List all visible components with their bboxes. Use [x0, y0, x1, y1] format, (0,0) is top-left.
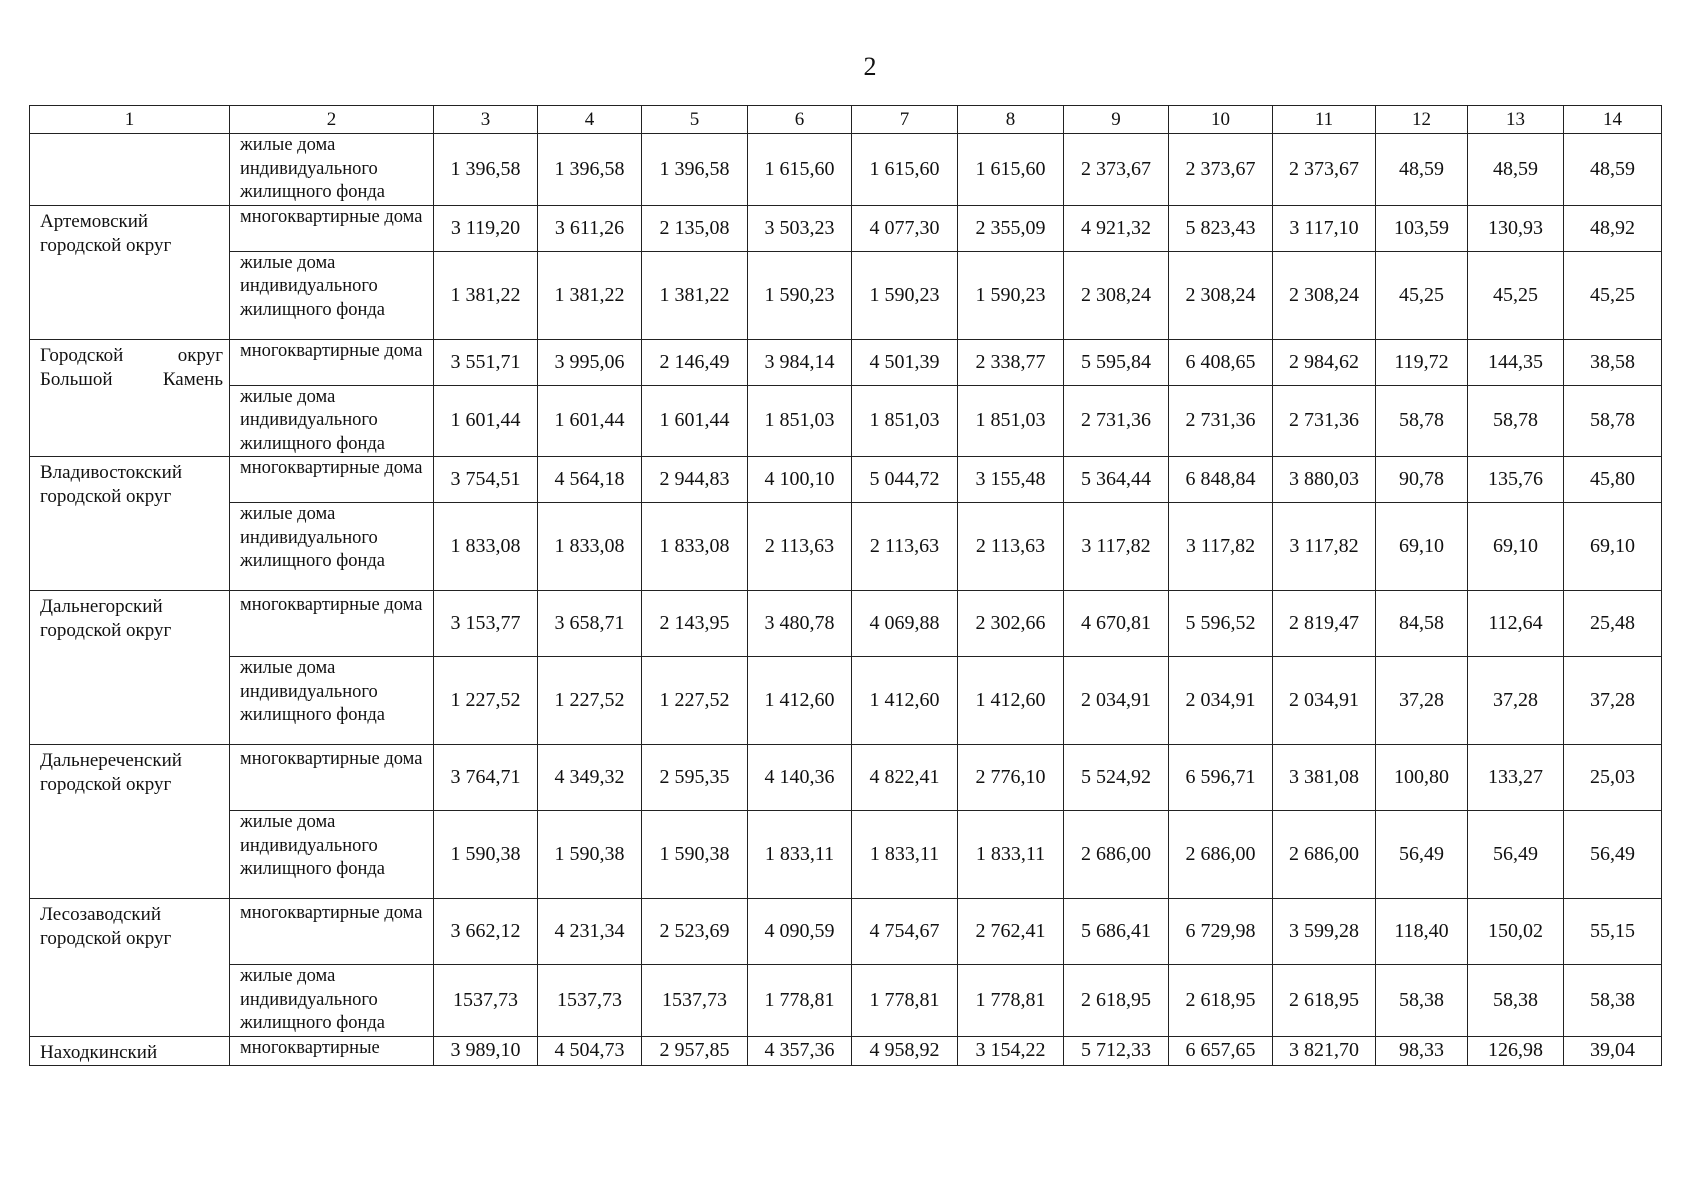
value-cell-col-5: 1 833,08: [642, 503, 748, 591]
value-cell-col-5: 2 143,95: [642, 591, 748, 657]
value-cell-col-4: 1 396,58: [538, 134, 642, 206]
value-cell-col-8: 1 833,11: [958, 811, 1064, 899]
value-cell-col-3: 1537,73: [434, 965, 538, 1037]
housing-type-apartment: [230, 457, 434, 503]
table-row: [30, 811, 1662, 899]
housing-type-label: многоквартирные дома: [240, 340, 423, 361]
value-cell-col-12: 58,38: [1376, 965, 1468, 1037]
column-header-2: 2: [230, 106, 434, 134]
value-cell-col-5: 1 396,58: [642, 134, 748, 206]
value-cell-col-12: 45,25: [1376, 251, 1468, 339]
table-row: [30, 591, 1662, 657]
value-cell-col-3: 3 989,10: [434, 1036, 538, 1065]
value-cell-col-13: 69,10: [1468, 503, 1564, 591]
value-cell-col-11: 3 117,10: [1273, 205, 1376, 251]
housing-type-line: жилищного фонда: [240, 859, 385, 879]
housing-type-line: жилые дома: [240, 812, 336, 832]
value-cell-col-11: 2 984,62: [1273, 339, 1376, 385]
value-cell-col-13: 144,35: [1468, 339, 1564, 385]
value-cell-col-14: 55,15: [1564, 899, 1662, 965]
value-cell-col-14: 45,25: [1564, 251, 1662, 339]
value-cell-col-5: 1 601,44: [642, 385, 748, 457]
value-cell-col-13: 58,38: [1468, 965, 1564, 1037]
value-cell-col-12: 56,49: [1376, 811, 1468, 899]
housing-type-line: жилые дома: [240, 504, 336, 524]
value-cell-col-4: 1 601,44: [538, 385, 642, 457]
value-cell-col-4: 1 590,38: [538, 811, 642, 899]
value-cell-col-8: 1 778,81: [958, 965, 1064, 1037]
value-cell-col-3: 1 601,44: [434, 385, 538, 457]
value-cell-col-14: 25,03: [1564, 745, 1662, 811]
value-cell-col-6: 1 412,60: [748, 657, 852, 745]
value-cell-col-12: 84,58: [1376, 591, 1468, 657]
housing-type-line: жилые дома: [240, 386, 336, 407]
district-name: Городской округ Большой Камень: [30, 339, 230, 457]
housing-type-label: многоквартирные дома: [240, 749, 423, 769]
value-cell-col-3: 3 662,12: [434, 899, 538, 965]
district-name: Артемовский городской округ: [30, 205, 230, 339]
value-cell-col-8: 2 338,77: [958, 339, 1064, 385]
value-cell-col-6: 4 100,10: [748, 457, 852, 503]
housing-type-apartment: [230, 1036, 434, 1065]
value-cell-col-12: 90,78: [1376, 457, 1468, 503]
value-cell-col-14: 25,48: [1564, 591, 1662, 657]
value-cell-col-8: 1 851,03: [958, 385, 1064, 457]
column-header-3: 3: [434, 106, 538, 134]
value-cell-col-6: 1 833,11: [748, 811, 852, 899]
table-row: [30, 457, 1662, 503]
value-cell-col-11: 2 618,95: [1273, 965, 1376, 1037]
value-cell-col-13: 56,49: [1468, 811, 1564, 899]
housing-type-individual: [230, 385, 434, 457]
value-cell-col-7: 2 113,63: [852, 503, 958, 591]
value-cell-col-3: 3 764,71: [434, 745, 538, 811]
value-cell-col-6: 1 590,23: [748, 251, 852, 339]
value-cell-col-8: 3 154,22: [958, 1036, 1064, 1065]
column-header-10: 10: [1169, 106, 1273, 134]
value-cell-col-4: 3 611,26: [538, 205, 642, 251]
housing-type-apartment: [230, 339, 434, 385]
value-cell-col-7: 4 501,39: [852, 339, 958, 385]
value-cell-col-5: 1 227,52: [642, 657, 748, 745]
column-header-11: 11: [1273, 106, 1376, 134]
value-cell-col-13: 112,64: [1468, 591, 1564, 657]
housing-type-line: жилищного фонда: [240, 433, 385, 454]
value-cell-col-11: 3 599,28: [1273, 899, 1376, 965]
value-cell-col-12: 37,28: [1376, 657, 1468, 745]
value-cell-col-7: 1 778,81: [852, 965, 958, 1037]
table-row: [30, 503, 1662, 591]
value-cell-col-9: 2 308,24: [1064, 251, 1169, 339]
value-cell-col-4: 4 504,73: [538, 1036, 642, 1065]
housing-type-line: жилые дома: [240, 658, 336, 678]
value-cell-col-4: 1 833,08: [538, 503, 642, 591]
housing-type-line: индивидуального: [240, 989, 378, 1010]
housing-type-line: жилищного фонда: [240, 299, 385, 320]
value-cell-col-14: 58,38: [1564, 965, 1662, 1037]
value-cell-col-9: 5 712,33: [1064, 1036, 1169, 1065]
value-cell-col-6: 3 984,14: [748, 339, 852, 385]
table-row: [30, 899, 1662, 965]
value-cell-col-5: 1537,73: [642, 965, 748, 1037]
value-cell-col-11: 2 731,36: [1273, 385, 1376, 457]
housing-type-apartment: [230, 745, 434, 811]
value-cell-col-8: 2 302,66: [958, 591, 1064, 657]
value-cell-col-8: 1 590,23: [958, 251, 1064, 339]
housing-type-apartment: [230, 205, 434, 251]
housing-type-line: индивидуального: [240, 527, 378, 548]
value-cell-col-7: 1 833,11: [852, 811, 958, 899]
housing-type-line: индивидуального: [240, 158, 378, 179]
value-cell-col-9: 2 686,00: [1064, 811, 1169, 899]
value-cell-col-6: 3 480,78: [748, 591, 852, 657]
value-cell-col-8: 1 412,60: [958, 657, 1064, 745]
housing-type-label: многоквартирные дома: [240, 903, 423, 923]
housing-type-label: многоквартирные дома: [240, 458, 423, 478]
value-cell-col-3: 1 833,08: [434, 503, 538, 591]
value-cell-col-10: 5 596,52: [1169, 591, 1273, 657]
value-cell-col-13: 58,78: [1468, 385, 1564, 457]
value-cell-col-7: 5 044,72: [852, 457, 958, 503]
value-cell-col-10: 2 034,91: [1169, 657, 1273, 745]
value-cell-col-10: 3 117,82: [1169, 503, 1273, 591]
value-cell-col-10: 2 686,00: [1169, 811, 1273, 899]
value-cell-col-14: 69,10: [1564, 503, 1662, 591]
housing-type-label: многоквартирные дома: [240, 595, 423, 615]
column-header-8: 8: [958, 106, 1064, 134]
housing-type-individual: [230, 134, 434, 206]
value-cell-col-7: 1 851,03: [852, 385, 958, 457]
value-cell-col-14: 58,78: [1564, 385, 1662, 457]
value-cell-col-11: 3 381,08: [1273, 745, 1376, 811]
value-cell-col-3: 1 396,58: [434, 134, 538, 206]
value-cell-col-13: 150,02: [1468, 899, 1564, 965]
value-cell-col-13: 135,76: [1468, 457, 1564, 503]
value-cell-col-9: 4 921,32: [1064, 205, 1169, 251]
value-cell-col-4: 1537,73: [538, 965, 642, 1037]
value-cell-col-9: 5 524,92: [1064, 745, 1169, 811]
value-cell-col-4: 3 658,71: [538, 591, 642, 657]
value-cell-col-12: 69,10: [1376, 503, 1468, 591]
value-cell-col-11: 2 034,91: [1273, 657, 1376, 745]
tariff-table: [29, 105, 1662, 1066]
value-cell-col-3: 3 551,71: [434, 339, 538, 385]
table-row: [30, 339, 1662, 385]
value-cell-col-8: 3 155,48: [958, 457, 1064, 503]
value-cell-col-12: 98,33: [1376, 1036, 1468, 1065]
value-cell-col-12: 48,59: [1376, 134, 1468, 206]
value-cell-col-14: 48,59: [1564, 134, 1662, 206]
value-cell-col-11: 3 880,03: [1273, 457, 1376, 503]
value-cell-col-11: 2 308,24: [1273, 251, 1376, 339]
value-cell-col-6: 4 090,59: [748, 899, 852, 965]
value-cell-col-10: 6 657,65: [1169, 1036, 1273, 1065]
value-cell-col-12: 103,59: [1376, 205, 1468, 251]
value-cell-col-14: 48,92: [1564, 205, 1662, 251]
value-cell-col-9: 5 686,41: [1064, 899, 1169, 965]
value-cell-col-7: 1 615,60: [852, 134, 958, 206]
housing-type-line: жилищного фонда: [240, 182, 385, 202]
value-cell-col-13: 126,98: [1468, 1036, 1564, 1065]
column-header-14: 14: [1564, 106, 1662, 134]
table-row: [30, 657, 1662, 745]
value-cell-col-5: 2 957,85: [642, 1036, 748, 1065]
value-cell-col-4: 4 564,18: [538, 457, 642, 503]
value-cell-col-6: 1 851,03: [748, 385, 852, 457]
housing-type-line: жилые дома: [240, 966, 336, 986]
housing-type-apartment: [230, 899, 434, 965]
table-row: [30, 745, 1662, 811]
housing-type-individual: [230, 965, 434, 1037]
value-cell-col-11: 2 819,47: [1273, 591, 1376, 657]
housing-type-line: индивидуального: [240, 276, 378, 296]
column-header-1: 1: [30, 106, 230, 134]
value-cell-col-3: 3 153,77: [434, 591, 538, 657]
value-cell-col-3: 3 119,20: [434, 205, 538, 251]
value-cell-col-4: 4 231,34: [538, 899, 642, 965]
value-cell-col-10: 6 408,65: [1169, 339, 1273, 385]
value-cell-col-14: 56,49: [1564, 811, 1662, 899]
value-cell-col-10: 2 731,36: [1169, 385, 1273, 457]
column-header-13: 13: [1468, 106, 1564, 134]
table-row: [30, 965, 1662, 1037]
value-cell-col-10: 6 729,98: [1169, 899, 1273, 965]
table-header-row: [30, 106, 1662, 134]
value-cell-col-6: 1 615,60: [748, 134, 852, 206]
value-cell-col-5: 1 381,22: [642, 251, 748, 339]
value-cell-col-5: 2 135,08: [642, 205, 748, 251]
value-cell-col-9: 3 117,82: [1064, 503, 1169, 591]
value-cell-col-9: 2 373,67: [1064, 134, 1169, 206]
value-cell-col-7: 4 958,92: [852, 1036, 958, 1065]
district-name: Дальнегорский городской округ: [30, 591, 230, 745]
value-cell-col-11: 3 117,82: [1273, 503, 1376, 591]
housing-type-apartment: [230, 591, 434, 657]
value-cell-col-7: 4 077,30: [852, 205, 958, 251]
housing-type-individual: [230, 657, 434, 745]
value-cell-col-12: 119,72: [1376, 339, 1468, 385]
value-cell-col-13: 37,28: [1468, 657, 1564, 745]
value-cell-col-9: 5 364,44: [1064, 457, 1169, 503]
housing-type-line: жилые дома: [240, 135, 336, 155]
value-cell-col-10: 6 848,84: [1169, 457, 1273, 503]
housing-type-individual: [230, 811, 434, 899]
value-cell-col-11: 2 373,67: [1273, 134, 1376, 206]
value-cell-col-7: 4 754,67: [852, 899, 958, 965]
value-cell-col-14: 39,04: [1564, 1036, 1662, 1065]
housing-type-label: многоквартирные дома: [240, 206, 423, 227]
district-cell-empty: [30, 134, 230, 206]
value-cell-col-4: 4 349,32: [538, 745, 642, 811]
housing-type-line: жилищного фонда: [240, 705, 385, 725]
value-cell-col-11: 2 686,00: [1273, 811, 1376, 899]
column-header-5: 5: [642, 106, 748, 134]
column-header-7: 7: [852, 106, 958, 134]
housing-type-line: жилые дома: [240, 252, 336, 273]
housing-type-line: индивидуального: [240, 681, 378, 702]
housing-type-individual: [230, 251, 434, 339]
value-cell-col-3: 1 227,52: [434, 657, 538, 745]
value-cell-col-7: 4 069,88: [852, 591, 958, 657]
value-cell-col-9: 2 618,95: [1064, 965, 1169, 1037]
district-name: Лесозаводский городской округ: [30, 899, 230, 1037]
housing-type-line: индивидуального: [240, 410, 378, 430]
value-cell-col-6: 1 778,81: [748, 965, 852, 1037]
table-row: [30, 205, 1662, 251]
value-cell-col-5: 2 944,83: [642, 457, 748, 503]
value-cell-col-9: 2 034,91: [1064, 657, 1169, 745]
housing-type-individual: [230, 503, 434, 591]
value-cell-col-14: 37,28: [1564, 657, 1662, 745]
value-cell-col-8: 2 762,41: [958, 899, 1064, 965]
value-cell-col-12: 58,78: [1376, 385, 1468, 457]
value-cell-col-9: 4 670,81: [1064, 591, 1169, 657]
value-cell-col-3: 1 381,22: [434, 251, 538, 339]
value-cell-col-8: 1 615,60: [958, 134, 1064, 206]
value-cell-col-13: 45,25: [1468, 251, 1564, 339]
table-row: [30, 251, 1662, 339]
table-row: [30, 134, 1662, 206]
column-header-9: 9: [1064, 106, 1169, 134]
housing-type-label: многоквартирные: [240, 1037, 380, 1058]
value-cell-col-13: 48,59: [1468, 134, 1564, 206]
value-cell-col-11: 3 821,70: [1273, 1036, 1376, 1065]
table-row: [30, 1036, 1662, 1065]
housing-type-line: жилищного фонда: [240, 1013, 385, 1033]
value-cell-col-10: 2 373,67: [1169, 134, 1273, 206]
value-cell-col-4: 1 381,22: [538, 251, 642, 339]
value-cell-col-14: 38,58: [1564, 339, 1662, 385]
value-cell-col-10: 2 308,24: [1169, 251, 1273, 339]
value-cell-col-5: 1 590,38: [642, 811, 748, 899]
value-cell-col-10: 6 596,71: [1169, 745, 1273, 811]
column-header-12: 12: [1376, 106, 1468, 134]
value-cell-col-14: 45,80: [1564, 457, 1662, 503]
value-cell-col-6: 2 113,63: [748, 503, 852, 591]
value-cell-col-12: 100,80: [1376, 745, 1468, 811]
value-cell-col-13: 130,93: [1468, 205, 1564, 251]
page-number: 2: [863, 52, 877, 81]
value-cell-col-4: 1 227,52: [538, 657, 642, 745]
value-cell-col-7: 4 822,41: [852, 745, 958, 811]
value-cell-col-8: 2 355,09: [958, 205, 1064, 251]
value-cell-col-9: 5 595,84: [1064, 339, 1169, 385]
value-cell-col-8: 2 113,63: [958, 503, 1064, 591]
table-row: [30, 385, 1662, 457]
housing-type-line: жилищного фонда: [240, 551, 385, 571]
table-body: [30, 134, 1662, 1066]
value-cell-col-5: 2 146,49: [642, 339, 748, 385]
value-cell-col-10: 2 618,95: [1169, 965, 1273, 1037]
value-cell-col-8: 2 776,10: [958, 745, 1064, 811]
value-cell-col-7: 1 412,60: [852, 657, 958, 745]
value-cell-col-6: 4 357,36: [748, 1036, 852, 1065]
value-cell-col-5: 2 523,69: [642, 899, 748, 965]
value-cell-col-10: 5 823,43: [1169, 205, 1273, 251]
value-cell-col-6: 3 503,23: [748, 205, 852, 251]
value-cell-col-9: 2 731,36: [1064, 385, 1169, 457]
value-cell-col-6: 4 140,36: [748, 745, 852, 811]
value-cell-col-3: 1 590,38: [434, 811, 538, 899]
district-name: Владивостокский городской округ: [30, 457, 230, 591]
housing-type-line: индивидуального: [240, 835, 378, 856]
column-header-6: 6: [748, 106, 852, 134]
column-header-4: 4: [538, 106, 642, 134]
value-cell-col-12: 118,40: [1376, 899, 1468, 965]
district-name: Дальнереченский городской округ: [30, 745, 230, 899]
value-cell-col-3: 3 754,51: [434, 457, 538, 503]
district-name: Находкинский: [30, 1036, 230, 1065]
value-cell-col-5: 2 595,35: [642, 745, 748, 811]
value-cell-col-7: 1 590,23: [852, 251, 958, 339]
value-cell-col-4: 3 995,06: [538, 339, 642, 385]
value-cell-col-13: 133,27: [1468, 745, 1564, 811]
